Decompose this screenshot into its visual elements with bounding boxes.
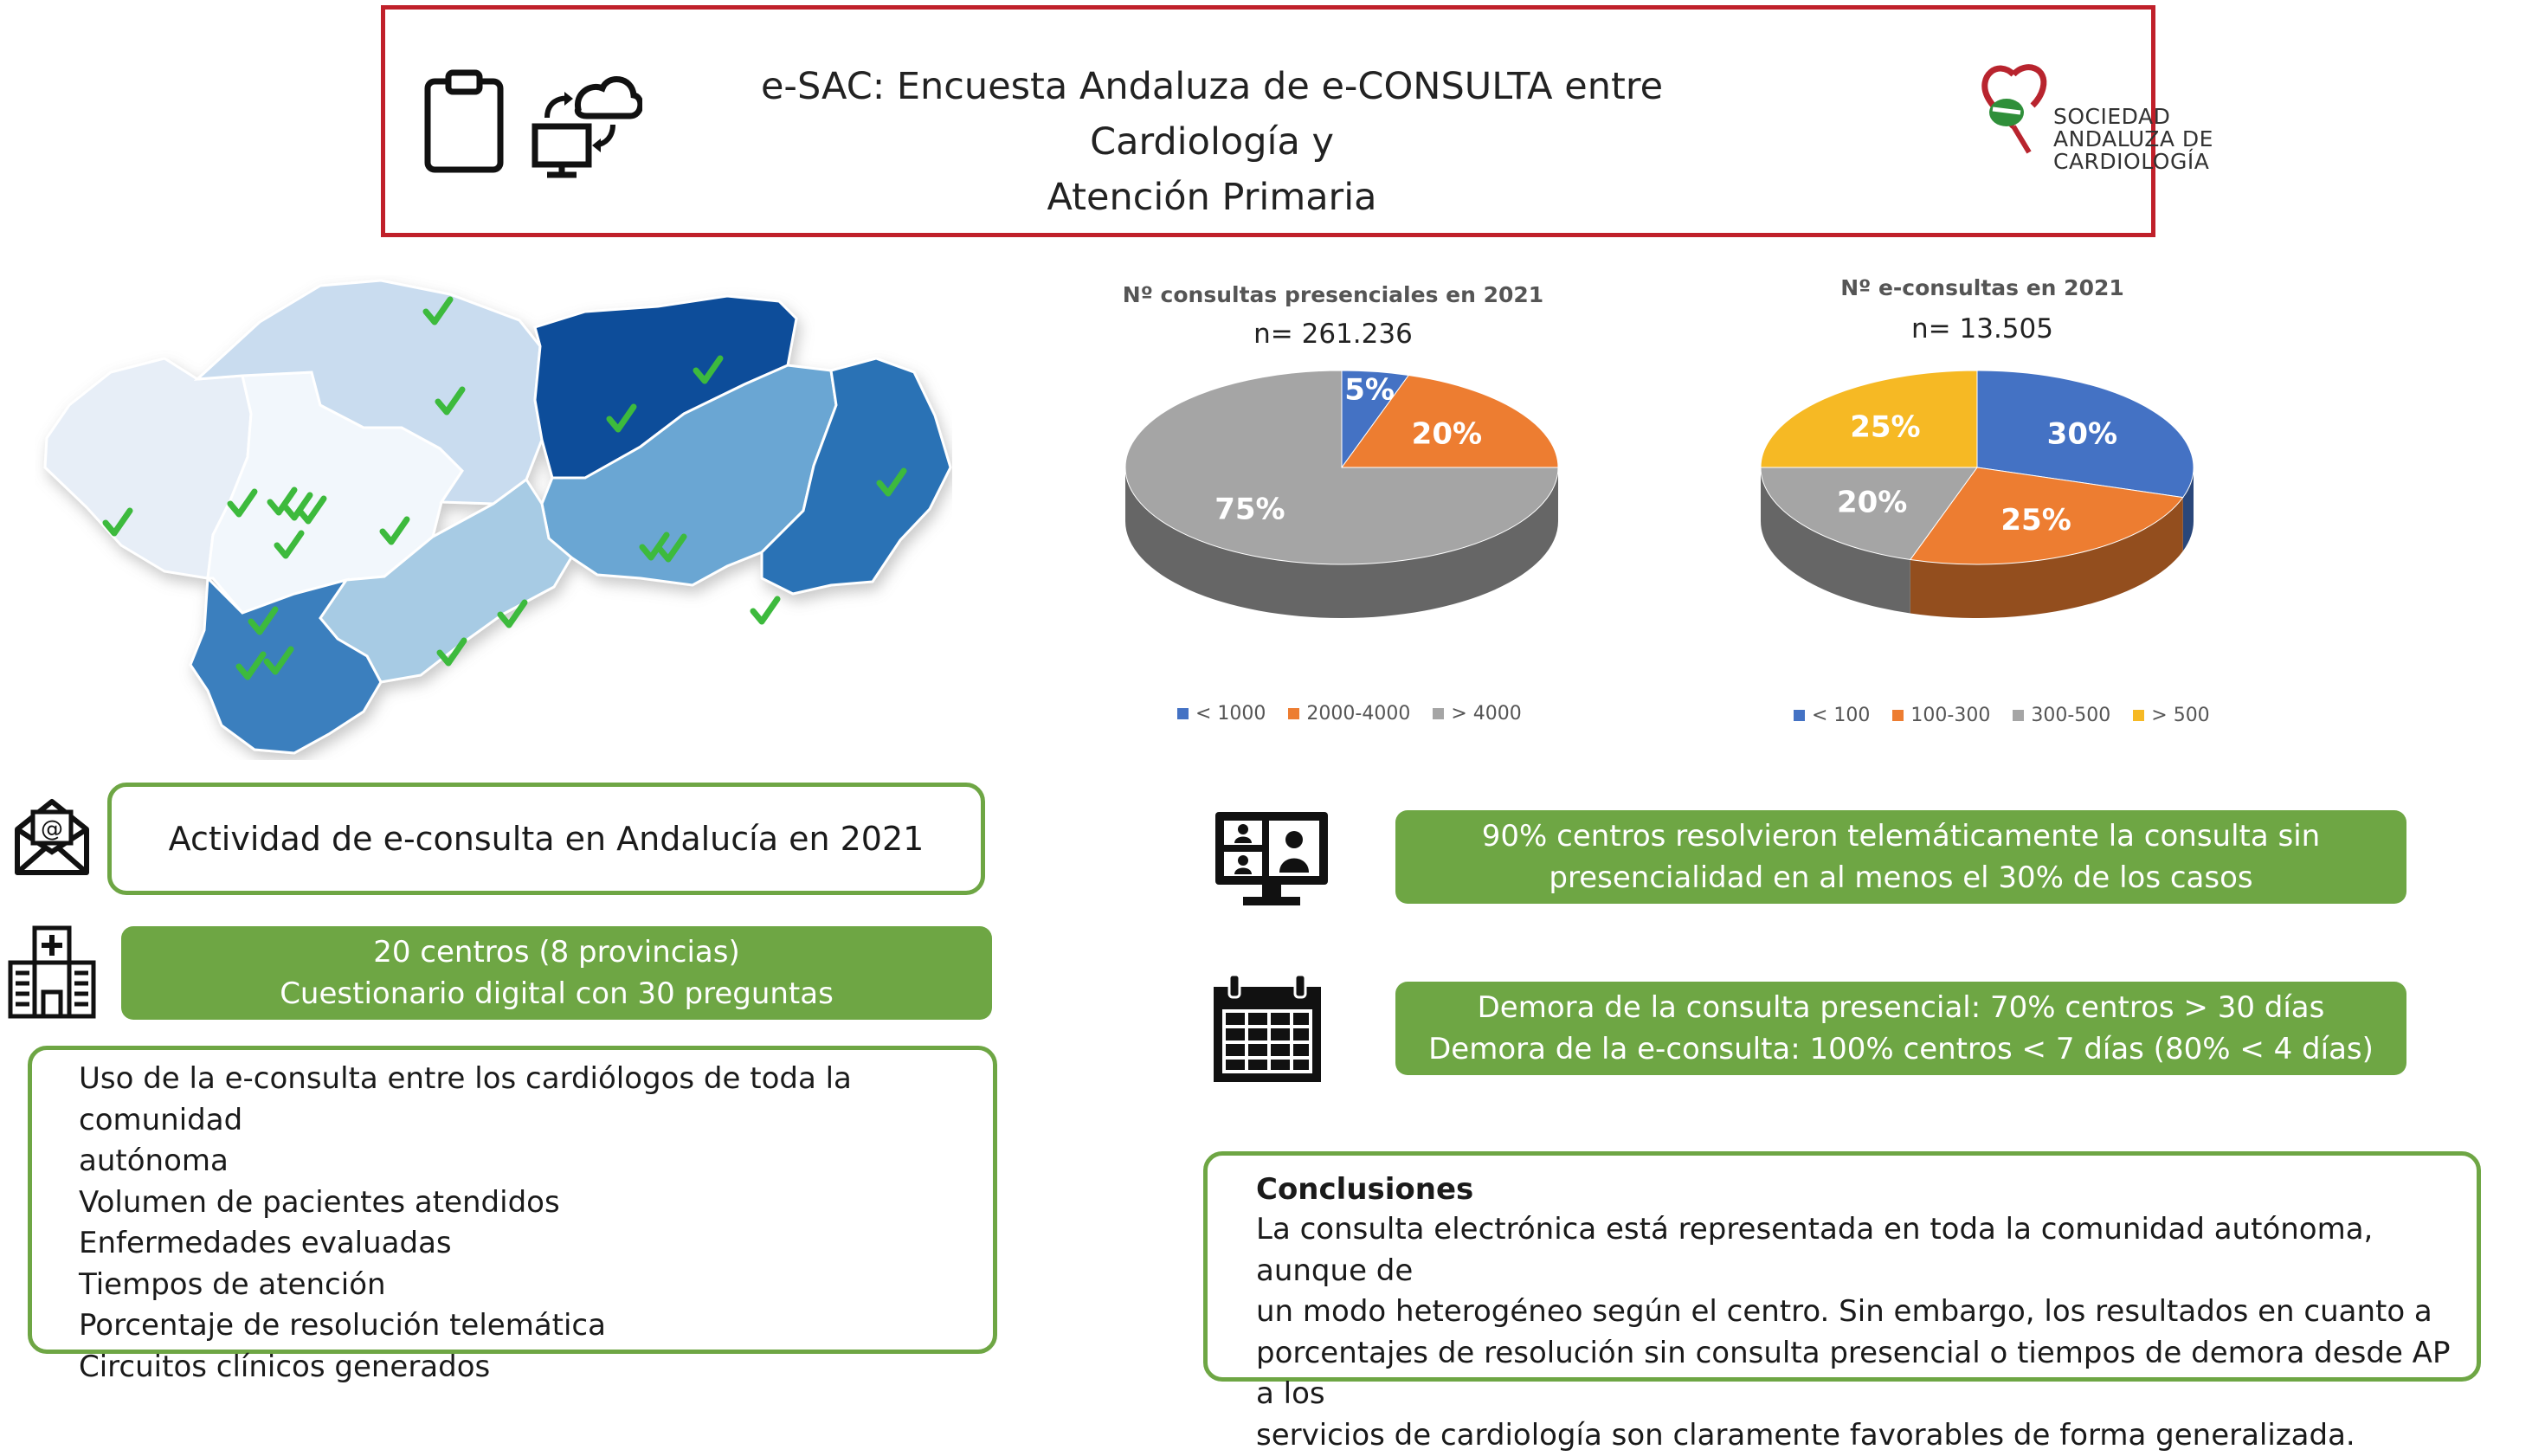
page-title	[658, 59, 1766, 225]
legend-swatch	[1794, 710, 1805, 721]
pie1-subtitle: n= 261.236	[1073, 319, 1593, 350]
pie1-data-label: 20%	[1412, 417, 1482, 452]
activity-label-box	[107, 783, 985, 895]
centers-line-1: 20 centros (8 provincias)	[373, 931, 740, 973]
study-item: Tiempos de atención	[79, 1265, 993, 1306]
legend-item	[1177, 703, 1266, 725]
study-item: Circuitos clínicos generados	[79, 1347, 993, 1388]
calendar-icon	[1210, 973, 1324, 1086]
legend-item	[2013, 705, 2110, 726]
legend-swatch	[1892, 710, 1904, 721]
resolution-line-1: 90% centros resolvieron telemáticamente la consulta sin	[1482, 815, 2320, 857]
clipboard-icon	[422, 69, 506, 173]
legend-label: < 100	[1812, 705, 1870, 726]
study-items-box	[28, 1046, 997, 1354]
video-conference-icon	[1212, 809, 1331, 909]
pie2-data-label: 20%	[1837, 485, 1907, 519]
pie1-data-label: 5%	[1344, 372, 1395, 407]
study-item: Uso de la e-consulta entre los cardiólogos de toda la comunidad	[79, 1059, 993, 1141]
resolution-line-2: presencialidad en al menos el 30% de los casos	[1549, 857, 2252, 899]
delay-line-2: Demora de la e-consulta: 100% centros < 7 días (80% < 4 días)	[1428, 1028, 2374, 1070]
pie2-title: Nº e-consultas en 2021	[1723, 275, 2242, 300]
email-icon	[14, 795, 90, 878]
logo-line-3: CARDIOLOGÍA	[2053, 151, 2213, 173]
legend-label: > 500	[2151, 705, 2209, 726]
legend-item	[1892, 705, 1990, 726]
pie2-data-label: 25%	[1850, 409, 1920, 444]
pie-chart-presenciales	[1108, 364, 1575, 667]
andalucia-map	[35, 275, 952, 760]
conclusions-line: un modo heterogéneo según el centro. Sin embargo, los resultados en cuanto a	[1256, 1292, 2477, 1333]
centers-info-box	[121, 926, 992, 1020]
pie1-legend	[1177, 703, 1522, 725]
study-item: Porcentaje de resolución telemática	[79, 1305, 993, 1347]
pie-chart-econsultas	[1743, 364, 2211, 667]
legend-label: 2000-4000	[1306, 703, 1410, 725]
legend-swatch	[1177, 708, 1189, 719]
legend-item	[2133, 705, 2209, 726]
study-item: autónoma	[79, 1141, 993, 1182]
hospital-icon	[5, 923, 99, 1020]
legend-item	[1794, 705, 1870, 726]
conclusions-line: La consulta electrónica está representada en toda la comunidad autónoma, aunque de	[1256, 1209, 2477, 1292]
resolution-info-box	[1395, 810, 2406, 904]
legend-label: 300-500	[2031, 705, 2110, 726]
legend-label: 100-300	[1910, 705, 1990, 726]
centers-line-2: Cuestionario digital con 30 preguntas	[280, 973, 834, 1015]
conclusions-box	[1203, 1151, 2481, 1382]
legend-label: < 1000	[1195, 703, 1266, 725]
logo-line-1: SOCIEDAD	[2053, 106, 2213, 128]
legend-swatch	[2133, 710, 2144, 721]
pie1-data-label: 75%	[1214, 493, 1285, 527]
study-item: Volumen de pacientes atendidos	[79, 1182, 993, 1224]
sociedad-logo-text	[2053, 106, 2213, 173]
legend-label: > 4000	[1451, 703, 1521, 725]
pie1-title: Nº consultas presenciales en 2021	[1073, 282, 1593, 307]
legend-item	[1288, 703, 1410, 725]
legend-swatch	[1288, 708, 1299, 719]
legend-swatch	[1433, 708, 1444, 719]
pie2-data-label: 30%	[2047, 417, 2117, 452]
conclusions-line: porcentajes de resolución sin consulta presencial o tiempos de demora desde AP a los	[1256, 1333, 2477, 1415]
pie2-data-label: 25%	[2000, 503, 2071, 538]
sociedad-logo-icon	[1981, 62, 2055, 159]
pie2-legend	[1794, 705, 2210, 726]
delay-line-1: Demora de la consulta presencial: 70% centros > 30 días	[1478, 987, 2325, 1028]
computer-cloud-sync-icon	[530, 68, 642, 178]
svg-text:@: @	[41, 816, 63, 842]
title-line-1: e-SAC: Encuesta Andaluza de e-CONSULTA entre Cardiología y	[658, 59, 1766, 170]
activity-label: Actividad de e-consulta en Andalucía en 2021	[169, 820, 925, 858]
legend-swatch	[2013, 710, 2024, 721]
conclusions-line: servicios de cardiología son claramente favorables de forma generalizada.	[1256, 1415, 2477, 1456]
conclusions-title: Conclusiones	[1256, 1169, 2477, 1209]
legend-item	[1433, 703, 1521, 725]
logo-line-2: ANDALUZA DE	[2053, 128, 2213, 151]
delay-info-box	[1395, 982, 2406, 1075]
pie2-subtitle: n= 13.505	[1723, 313, 2242, 345]
study-item: Enfermedades evaluadas	[79, 1223, 993, 1265]
title-line-2: Atención Primaria	[658, 170, 1766, 225]
check-mark	[753, 599, 777, 622]
